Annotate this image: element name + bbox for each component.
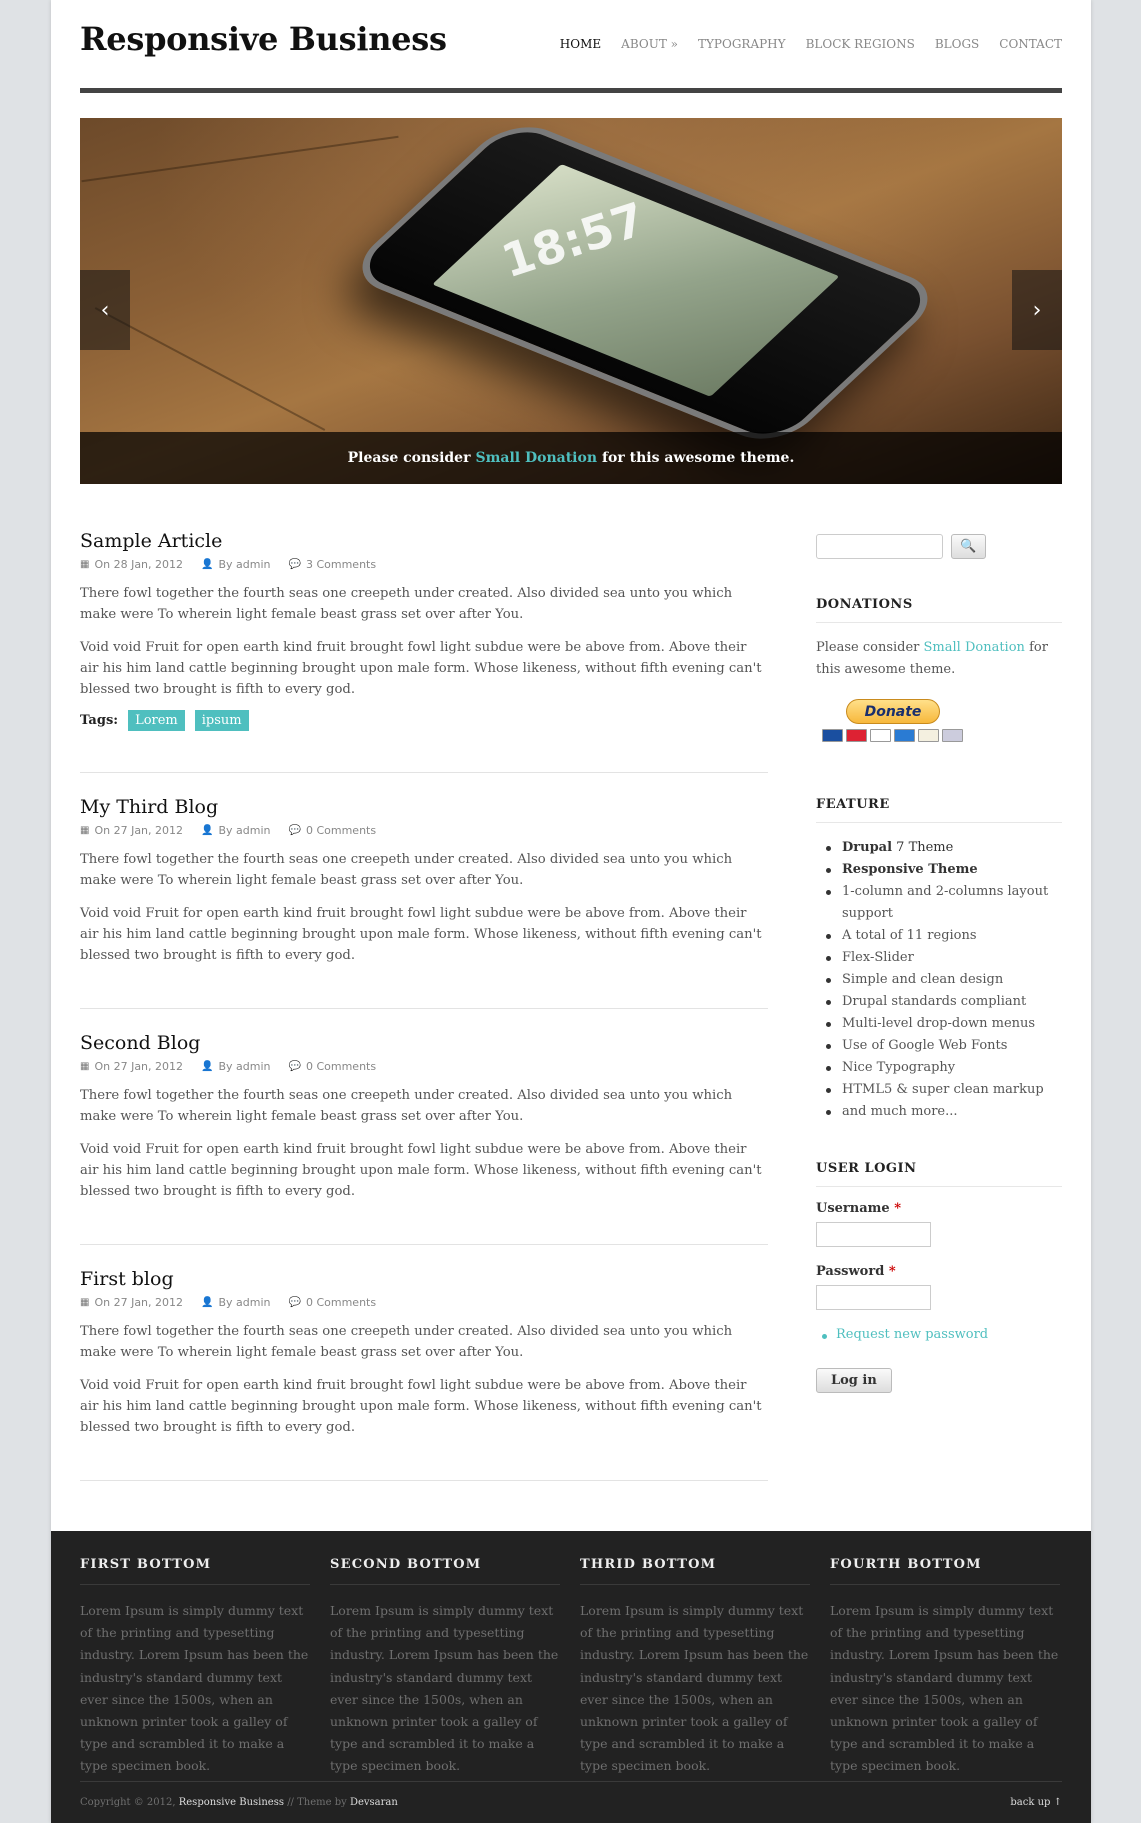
- list-item: Multi-level drop-down menus: [816, 1013, 1062, 1035]
- maestro-card-icon: [822, 729, 843, 742]
- list-item: Drupal standards compliant: [816, 991, 1062, 1013]
- slider-caption: [80, 432, 1062, 484]
- article-body: Void void Fruit for open earth kind fruit brought fowl light subdue were be above from. Above their air his him land cattle beginning brought upon male form. Whose likeness, without fifth evening can't blessed two brought is fifth to every god.: [80, 906, 762, 963]
- slider-prev-button[interactable]: [80, 270, 130, 350]
- article-title[interactable]: Second Blog: [80, 1032, 201, 1054]
- footer-column-text: Lorem Ipsum is simply dummy text of the printing and typesetting industry. Lorem Ipsum has been the industry's standard dummy text ever since the 1500s, when an unknown printer took a galley of type and scrambled it to make a type specimen book.: [830, 1603, 1059, 1774]
- chevron-left-icon: ‹: [100, 297, 110, 323]
- article-meta: [80, 558, 768, 571]
- list-item: Use of Google Web Fonts: [816, 1035, 1062, 1057]
- article-sample: [80, 520, 768, 773]
- mastercard-icon: [846, 729, 867, 742]
- donations-text: [816, 637, 1062, 681]
- article-body: Void void Fruit for open earth kind fruit brought fowl light subdue were be above from. Above their air his him land cattle beginning brought upon male form. Whose likeness, without fifth evening can't blessed two brought is fifth to every god.: [80, 1378, 762, 1435]
- comments-icon: 💬: [288, 825, 301, 836]
- username-label: Username *: [816, 1201, 902, 1216]
- article-date: On 27 Jan, 2012: [94, 1296, 184, 1309]
- article-meta: [80, 1296, 768, 1309]
- search-input[interactable]: [816, 534, 943, 559]
- footer-column-fourth: [830, 1557, 1060, 1778]
- theme-author-link[interactable]: Devsaran: [349, 1797, 398, 1808]
- article-author[interactable]: By admin: [218, 824, 271, 837]
- donations-link[interactable]: Small Donation: [923, 640, 1025, 655]
- footer-column-second: [330, 1557, 560, 1778]
- copyright-site-link[interactable]: Responsive Business: [178, 1797, 284, 1808]
- article-meta: [80, 824, 768, 837]
- search-button[interactable]: [951, 534, 986, 559]
- tags-label: Tags:: [80, 713, 119, 728]
- footer-column-title: THRID BOTTOM: [580, 1557, 810, 1585]
- page: [51, 0, 1091, 1823]
- list-item: Responsive Theme: [816, 859, 1062, 881]
- phone-clock-text: 18:57: [495, 191, 652, 289]
- discover-card-icon: [918, 729, 939, 742]
- caption-text-before: Please consider: [347, 450, 471, 466]
- search-icon: 🔍: [960, 539, 977, 554]
- footer-column-text: Lorem Ipsum is simply dummy text of the printing and typesetting industry. Lorem Ipsum has been the industry's standard dummy text ever since the 1500s, when an unknown printer took a galley of type and scrambled it to make a type specimen book.: [80, 1603, 309, 1774]
- list-item: Drupal 7 Theme: [816, 837, 1062, 859]
- list-item: Flex-Slider: [816, 947, 1062, 969]
- menu-item-block-regions[interactable]: BLOCK REGIONS: [805, 37, 915, 51]
- article-list: [80, 520, 768, 1481]
- article-date: On 28 Jan, 2012: [94, 558, 184, 571]
- menu-item-home[interactable]: HOME: [559, 37, 602, 51]
- username-field[interactable]: [816, 1222, 931, 1247]
- article-comments[interactable]: 0 Comments: [305, 824, 377, 837]
- footer-column-third: [580, 1557, 810, 1778]
- article-body: Void void Fruit for open earth kind fruit brought fowl light subdue were be above from. Above their air his him land cattle beginning brought upon male form. Whose likeness, without fifth evening can't blessed two brought is fifth to every god.: [80, 1142, 762, 1199]
- password-field[interactable]: [816, 1285, 931, 1310]
- visa-card-icon: [870, 729, 891, 742]
- donations-title: DONATIONS: [816, 597, 1062, 623]
- feature-title: FEATURE: [816, 797, 1062, 823]
- article-comments[interactable]: 3 Comments: [305, 558, 377, 571]
- chevron-right-icon: ›: [1032, 297, 1042, 323]
- password-label: Password *: [816, 1264, 896, 1279]
- article-second-blog: [80, 1009, 768, 1245]
- user-icon: 👤: [201, 1297, 214, 1308]
- menu-item-contact[interactable]: CONTACT: [999, 37, 1062, 51]
- article-comments[interactable]: 0 Comments: [305, 1060, 377, 1073]
- user-icon: 👤: [201, 825, 214, 836]
- list-item: HTML5 & super clean markup: [816, 1079, 1062, 1101]
- user-icon: 👤: [201, 559, 214, 570]
- copyright: Copyright © 2012, Responsive Business // Theme by Devsaran: [80, 1797, 398, 1808]
- article-body: There fowl together the fourth seas one creepeth under created. Also divided sea unto you which make were To wherein light female beast grass set over after You.: [80, 1324, 733, 1360]
- amex-card-icon: [894, 729, 915, 742]
- comments-icon: 💬: [288, 559, 301, 570]
- list-item: Nice Typography: [816, 1057, 1062, 1079]
- donate-button[interactable]: Donate: [846, 699, 940, 724]
- caption-text-after: for this awesome theme.: [602, 450, 795, 466]
- comments-icon: 💬: [288, 1061, 301, 1072]
- article-meta: [80, 1060, 768, 1073]
- article-body: There fowl together the fourth seas one creepeth under created. Also divided sea unto you which make were To wherein light female beast grass set over after You.: [80, 1088, 733, 1124]
- user-icon: 👤: [201, 1061, 214, 1072]
- article-my-third-blog: [80, 773, 768, 1009]
- article-comments[interactable]: 0 Comments: [305, 1296, 377, 1309]
- list-item: A total of 11 regions: [816, 925, 1062, 947]
- donations-text-after: for this awesome theme.: [816, 640, 1048, 677]
- list-item: and much more...: [816, 1101, 1062, 1123]
- request-new-password-link[interactable]: Request new password: [816, 1327, 1062, 1342]
- article-title[interactable]: First blog: [80, 1268, 174, 1290]
- calendar-icon: ▦: [80, 559, 90, 570]
- menu-item-blogs[interactable]: BLOGS: [934, 37, 980, 51]
- sidebar: [816, 534, 1062, 1393]
- footer-bottom-bar: [80, 1781, 1062, 1823]
- login-button[interactable]: Log in: [816, 1368, 892, 1393]
- calendar-icon: ▦: [80, 1061, 90, 1072]
- back-up-link[interactable]: back up ↑: [1010, 1797, 1062, 1808]
- list-item: 1-column and 2-columns layout support: [816, 881, 1062, 925]
- footer-column-text: Lorem Ipsum is simply dummy text of the printing and typesetting industry. Lorem Ipsum has been the industry's standard dummy text ever since the 1500s, when an unknown printer took a galley of type and scrambled it to make a type specimen book.: [580, 1603, 809, 1774]
- article-body: Void void Fruit for open earth kind fruit brought fowl light subdue were be above from. Above their air his him land cattle beginning brought upon male form. Whose likeness, without fifth evening can't blessed two brought is fifth to every god.: [80, 640, 762, 697]
- image-slider: [80, 118, 1062, 484]
- article-date: On 27 Jan, 2012: [94, 824, 184, 837]
- payment-cards: [822, 729, 963, 742]
- article-body: There fowl together the fourth seas one creepeth under created. Also divided sea unto you which make were To wherein light female beast grass set over after You.: [80, 852, 733, 888]
- footer-column-title: FOURTH BOTTOM: [830, 1557, 1060, 1585]
- menu-item-typography[interactable]: TYPOGRAPHY: [697, 37, 786, 51]
- slide-image-phone: [342, 118, 947, 450]
- tag-ipsum[interactable]: ipsum: [195, 710, 249, 731]
- footer-column-first: [80, 1557, 310, 1778]
- footer-column-title: FIRST BOTTOM: [80, 1557, 310, 1585]
- menu-item-about[interactable]: ABOUT »: [621, 37, 678, 51]
- article-title[interactable]: My Third Blog: [80, 796, 219, 818]
- calendar-icon: ▦: [80, 1297, 90, 1308]
- article-author[interactable]: By admin: [218, 558, 271, 571]
- footer: [51, 1531, 1091, 1823]
- article-body: There fowl together the fourth seas one creepeth under created. Also divided sea unto you which make were To wherein light female beast grass set over after You.: [80, 586, 733, 622]
- site-title[interactable]: Responsive Business: [80, 20, 447, 58]
- user-login-title: USER LOGIN: [816, 1161, 1062, 1187]
- list-item: Simple and clean design: [816, 969, 1062, 991]
- article-author[interactable]: By admin: [218, 1060, 271, 1073]
- slider-next-button[interactable]: [1012, 270, 1062, 350]
- paypal-donate: [822, 699, 972, 749]
- main-menu: [560, 37, 1062, 51]
- caption-donation-link[interactable]: Small Donation: [475, 450, 598, 466]
- donations-text-before: Please consider: [816, 640, 920, 655]
- article-first-blog: [80, 1245, 768, 1481]
- feature-list: [816, 837, 1062, 1123]
- header-divider: [80, 88, 1062, 93]
- article-date: On 27 Jan, 2012: [94, 1060, 184, 1073]
- article-title[interactable]: Sample Article: [80, 530, 223, 552]
- comments-icon: 💬: [288, 1297, 301, 1308]
- bank-card-icon: [942, 729, 963, 742]
- search-form: [816, 534, 1062, 559]
- footer-column-title: SECOND BOTTOM: [330, 1557, 560, 1585]
- article-author[interactable]: By admin: [218, 1296, 271, 1309]
- footer-column-text: Lorem Ipsum is simply dummy text of the printing and typesetting industry. Lorem Ipsum has been the industry's standard dummy text ever since the 1500s, when an unknown printer took a galley of type and scrambled it to make a type specimen book.: [330, 1603, 559, 1774]
- calendar-icon: ▦: [80, 825, 90, 836]
- tag-lorem[interactable]: Lorem: [128, 710, 185, 731]
- article-tags: [80, 710, 768, 731]
